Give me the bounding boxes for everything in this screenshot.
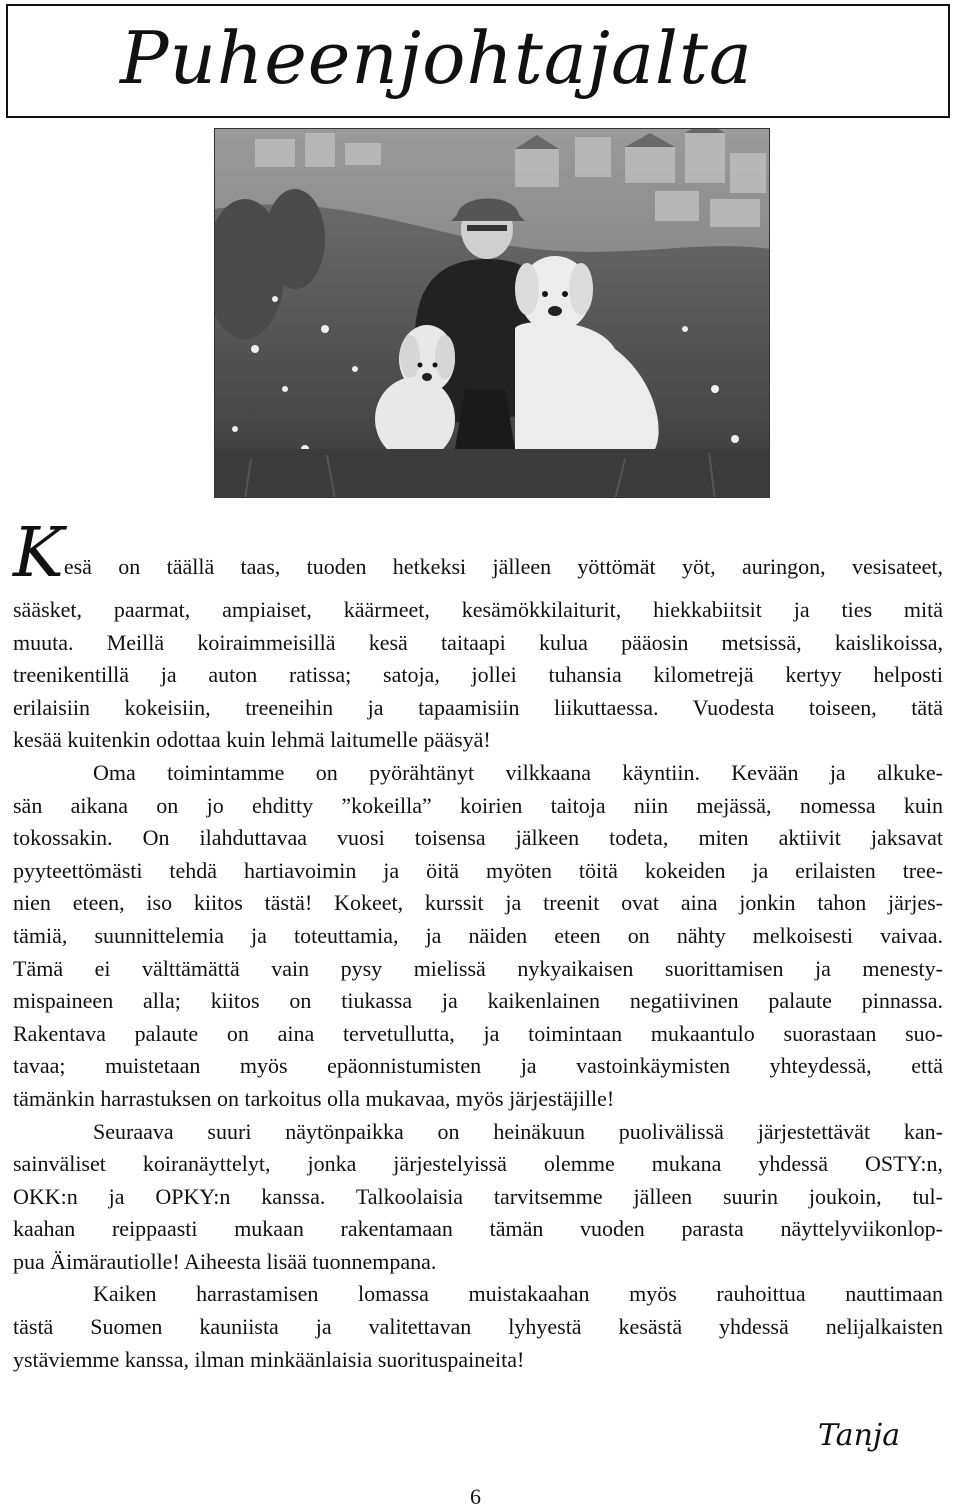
signature: Tanja: [818, 1418, 901, 1453]
article-line: erilaisiin kokeisiin, treeneihin ja tapaamisiin liikuttaessa. Vuodesta toiseen, tätä: [13, 694, 943, 720]
article-line: tavaa; muistetaan myös epäonnistumisten ja vastoinkäymisten yhteydessä, että: [13, 1053, 943, 1079]
article-line: mispaineen alla; kiitos on tiukassa ja kaikenlainen negatiivinen palaute pinnassa.: [13, 988, 943, 1014]
article-line: sän aikana on jo ehditty ”kokeilla” koirien taitoja niin mejässä, nomessa kuin: [13, 792, 943, 818]
title-box: [6, 4, 950, 118]
page-title: Puheenjohtajalta: [120, 16, 753, 100]
article-line: tästä Suomen kauniista ja valitettavan lyhyestä kesästä yhdessä nelijalkaisten: [13, 1314, 943, 1340]
article-line: tokossakin. On ilahduttavaa vuosi toisensa jälkeen todeta, miten aktiivit jaksavat: [13, 825, 943, 851]
article-line: muuta. Meillä koiraimmeisillä kesä taitaapi kulua pääosin metsissä, kaislikoissa,: [13, 629, 943, 655]
photo-person-with-two-dogs: [214, 128, 770, 498]
article-line: pyyteettömästi tehdä hartiavoimin ja öitä myöten töitä kokeiden ja erilaisten tree-: [13, 857, 943, 883]
article-line: Oma toimintamme on pyörähtänyt vilkkaana käyntiin. Kevään ja alkuke-: [93, 759, 943, 785]
first-line-text: esä on täällä taas, tuoden hetkeksi jälleen yöttömät yöt, auringon, vesisateet,: [63, 554, 943, 579]
article-line: sääsket, paarmat, ampiaiset, käärmeet, kesämökkilaiturit, hiekkabiitsit ja ties mitä: [13, 597, 943, 622]
article-line: Rakentava palaute on aina tervetullutta, ja toimintaan mukaantulo suorastaan suo-: [13, 1020, 943, 1046]
article-line: ystäviemme kanssa, ilman minkäänlaisia suorituspaineita!: [13, 1346, 525, 1372]
article-line: kesää kuitenkin odottaa kuin lehmä laitumelle pääsyä!: [13, 727, 491, 753]
article-line: Seuraava suuri näytönpaikka on heinäkuun puolivälissä järjestettävät kan-: [93, 1118, 943, 1144]
article-lines: [13, 594, 943, 1376]
article-line: treenikentillä ja auton ratissa; satoja, jollei tuhansia kilometrejä kertyy helposti: [13, 662, 943, 688]
photo-illustration: [215, 129, 770, 498]
article-line: tämänkin harrastuksen on tarkoitus olla mukavaa, myös järjestäjille!: [13, 1085, 615, 1111]
article-line: Tämä ei välttämättä vain pysy mielissä nykyaikaisen suorittamisen ja menesty-: [13, 955, 943, 981]
article-first-line: [13, 514, 943, 594]
article-line: nien eteen, iso kiitos tästä! Kokeet, kurssit ja treenit ovat aina jonkin tahon järjes-: [13, 890, 943, 916]
article-line: kaahan reippaasti mukaan rakentamaan tämän vuoden parasta näyttelyviikonlop-: [13, 1216, 943, 1242]
article-line: OKK:n ja OPKY:n kanssa. Talkoolaisia tarvitsemme jälleen suurin joukoin, tul-: [13, 1183, 943, 1209]
article-line: Kaiken harrastamisen lomassa muistakaahan myös rauhoittua nauttimaan: [93, 1281, 943, 1307]
article-line: pua Äimärautiolle! Aiheesta lisää tuonnempana.: [13, 1248, 437, 1274]
page-number: 6: [470, 1484, 481, 1509]
article-line: tämiä, suunnittelemia ja toteuttamia, ja näiden eteen on nähty melkoisesti vaivaa.: [13, 922, 943, 948]
drop-cap: K: [13, 514, 64, 593]
article-body: [13, 514, 943, 1376]
article-line: sainväliset koiranäyttelyt, jonka järjestelyissä olemme mukana yhdessä OSTY:n,: [13, 1151, 943, 1177]
